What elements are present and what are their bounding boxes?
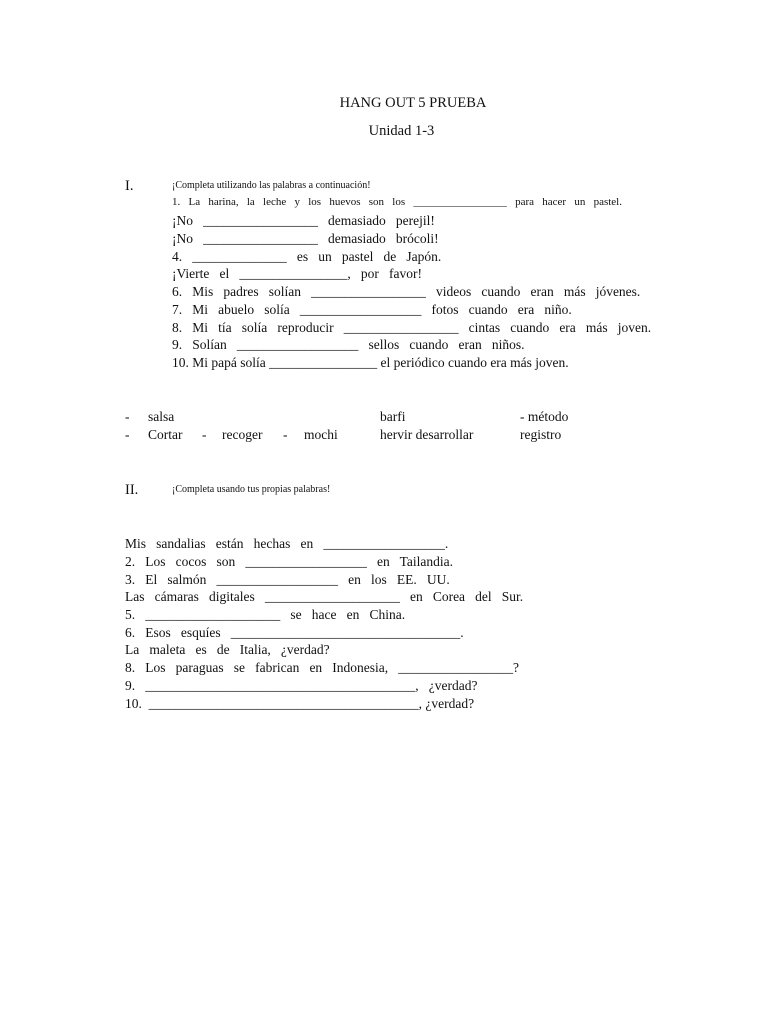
section-2-item-1: Mis sandalias están hechas en __________________. (125, 536, 449, 551)
word-bank-hervir-desarrollar: hervir desarrollar (380, 427, 474, 442)
word-bank-registro: registro (520, 427, 562, 442)
section-1-item-10: 10. Mi papá solía ________________ el periódico cuando era más joven. (172, 355, 569, 370)
section-1-item-3: ¡No _________________ demasiado brócoli! (172, 231, 439, 246)
section-2-item-8: 8. Los paraguas se fabrican en Indonesia, _________________? (125, 660, 520, 675)
section-2-item-2: 2. Los cocos son __________________ en Tailandia. (125, 554, 454, 569)
section-2-item-7: La maleta es de Italia, ¿verdad? (125, 642, 330, 657)
word-bank-dash: - (283, 427, 288, 442)
word-bank-mochi: mochi (304, 427, 338, 442)
word-bank-salsa: salsa (148, 409, 175, 424)
section-1-item-1: 1. La harina, la leche y los huevos son los _________________ para hacer un pastel. (172, 196, 622, 208)
section-2-item-5: 5. ____________________ se hace en China. (125, 607, 406, 622)
section-1-item-8: 8. Mi tía solía reproducir _________________ cintas cuando era más joven. (172, 320, 652, 335)
section-2-item-9: 9. ________________________________________, ¿verdad? (125, 678, 478, 693)
section-1-item-4: 4. ______________ es un pastel de Japón. (172, 249, 442, 264)
section-2-instruction: ¡Completa usando tus propias palabras! (172, 484, 331, 495)
section-2-item-10: 10. ________________________________________, ¿verdad? (125, 696, 475, 711)
section-2-item-3: 3. El salmón __________________ en los EE. UU. (125, 572, 450, 587)
section-1-item-9: 9. Solían __________________ sellos cuando eran niños. (172, 337, 525, 352)
section-1-numeral: I. (125, 178, 134, 194)
document-title: HANG OUT 5 PRUEBA (339, 95, 487, 111)
section-1-instruction: ¡Completa utilizando las palabras a continuación! (172, 180, 371, 191)
word-bank-dash: - (125, 427, 130, 442)
section-1-item-2: ¡No _________________ demasiado perejil! (172, 213, 435, 228)
word-bank-barfi: barfi (380, 409, 406, 424)
section-1-item-7: 7. Mi abuelo solía __________________ fotos cuando era niño. (172, 302, 572, 317)
section-1-item-5: ¡Vierte el ________________, por favor! (172, 266, 423, 281)
document-subtitle: Unidad 1-3 (368, 123, 435, 139)
word-bank-recoger: recoger (222, 427, 263, 442)
section-2-item-4: Las cámaras digitales ____________________ en Corea del Sur. (125, 589, 524, 604)
word-bank-cortar: Cortar (148, 427, 183, 442)
section-2-numeral: II. (125, 482, 139, 498)
word-bank-dash: - (202, 427, 207, 442)
section-1-item-6: 6. Mis padres solían _________________ videos cuando eran más jóvenes. (172, 284, 641, 299)
section-2-item-6: 6. Esos esquíes __________________________________. (125, 625, 464, 640)
word-bank-dash: - (125, 409, 130, 424)
word-bank-metodo: - método (520, 409, 569, 424)
